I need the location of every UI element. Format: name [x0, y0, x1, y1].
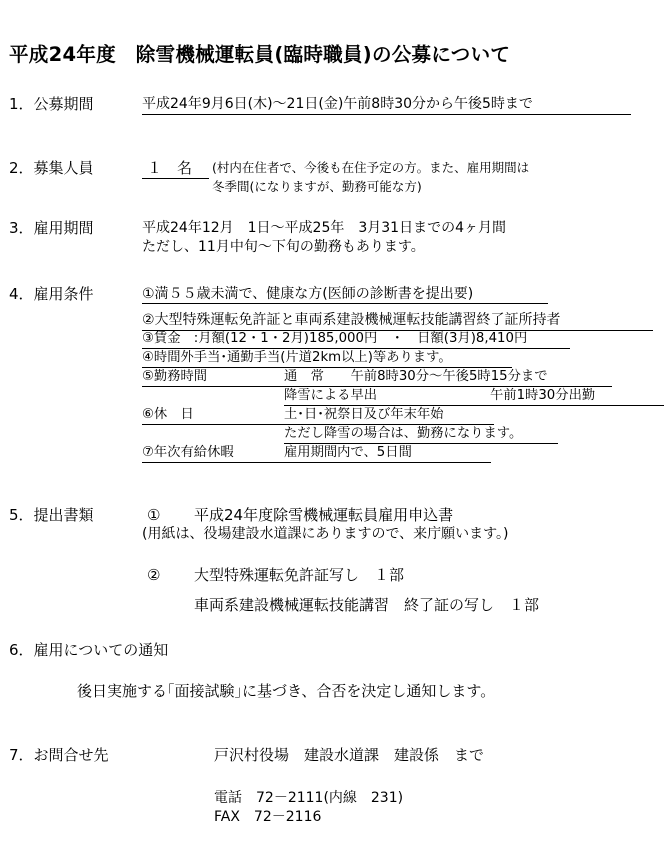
recruit-count-underline: [142, 178, 209, 179]
work-hours-regular: 通 常 午前8時30分～午後5時15分まで: [284, 369, 548, 384]
condition-6-label: ⑥休 日: [142, 407, 194, 422]
section-5-label: 5．提出書類: [9, 506, 94, 524]
recruit-note-line2: 冬季間(になりますが、勤務可能な方): [212, 179, 422, 194]
holidays-value: 土･日･祝祭日及び年末年始: [284, 407, 444, 422]
document-1-note: (用紙は、役場建設水道課にありますので、来庁願います。): [142, 526, 509, 542]
document-2a: 大型特殊運転免許証写し １部: [194, 566, 405, 584]
condition-6-underline: [142, 424, 494, 425]
document-2b: 車両系建設機械運転技能講習 終了証の写し １部: [194, 596, 540, 614]
notification-text: 後日実施する｢面接試験｣に基づき、合否を決定し通知します。: [77, 682, 496, 700]
section-2-label: 2．募集人員: [9, 159, 94, 177]
contact-tel: 電話 72－2111(内線 231): [214, 790, 404, 806]
section-4-label: 4．雇用条件: [9, 285, 94, 303]
condition-4-underline: [142, 367, 512, 368]
work-hours-snow-label: 降雪による早出: [284, 388, 378, 403]
work-hours-snow-underline: [284, 405, 664, 406]
recruitment-period-value: 平成24年9月6日(木)～21日(金)午前8時30分から午後5時まで: [142, 96, 533, 112]
paid-leave-value: 雇用期間内で、5日間: [284, 445, 412, 460]
condition-5-underline: [142, 386, 612, 387]
holidays-note-underline: [284, 443, 558, 444]
section-7-label: 7．お問合せ先: [9, 746, 109, 764]
employment-period-line2: ただし、11月中旬～下旬の勤務もあります。: [142, 239, 425, 255]
section-6-label: 6．雇用についての通知: [9, 641, 169, 659]
section-3-label: 3．雇用期間: [9, 219, 94, 237]
contact-fax: FAX 72－2116: [214, 809, 322, 825]
holidays-note: ただし降雪の場合は、勤務になります。: [284, 426, 523, 441]
condition-1-underline: [142, 303, 548, 304]
condition-7-label: ⑦年次有給休暇: [142, 445, 234, 460]
recruit-count: １ 名: [147, 159, 193, 177]
condition-2: ②大型特殊運転免許証と車両系建設機械運転技能講習終了証所持者: [142, 312, 561, 328]
page-title: 平成24年度 除雪機械運転員(臨時職員)の公募について: [9, 43, 511, 66]
employment-period-line1: 平成24年12月 1日～平成25年 3月31日までの4ヶ月間: [142, 220, 506, 236]
document-2-marker: ②: [147, 566, 161, 584]
condition-3: ③賃金 :月額(12・1・2月)185,000円 ・ 日額(3月)8,410円: [142, 331, 528, 346]
section-1-label: 1．公募期間: [9, 95, 94, 113]
document-1: 平成24年度除雪機械運転員雇用申込書: [194, 506, 454, 524]
condition-3-underline: [142, 348, 570, 349]
recruitment-period-underline: [142, 114, 631, 115]
condition-5-label: ⑤勤務時間: [142, 369, 208, 384]
condition-7-underline: [142, 462, 491, 463]
condition-1: ①満５５歳未満で、健康な方(医師の診断書を提出要): [142, 286, 474, 302]
work-hours-snow-time: 午前1時30分出勤: [490, 388, 596, 403]
recruit-note-line1: (村内在住者で、今後も在住予定の方。また、雇用期間は: [212, 160, 530, 175]
document-1-marker: ①: [147, 506, 161, 524]
contact-office: 戸沢村役場 建設水道課 建設係 まで: [214, 746, 485, 764]
condition-4: ④時間外手当･通勤手当(片道2km以上)等あります。: [142, 350, 452, 365]
